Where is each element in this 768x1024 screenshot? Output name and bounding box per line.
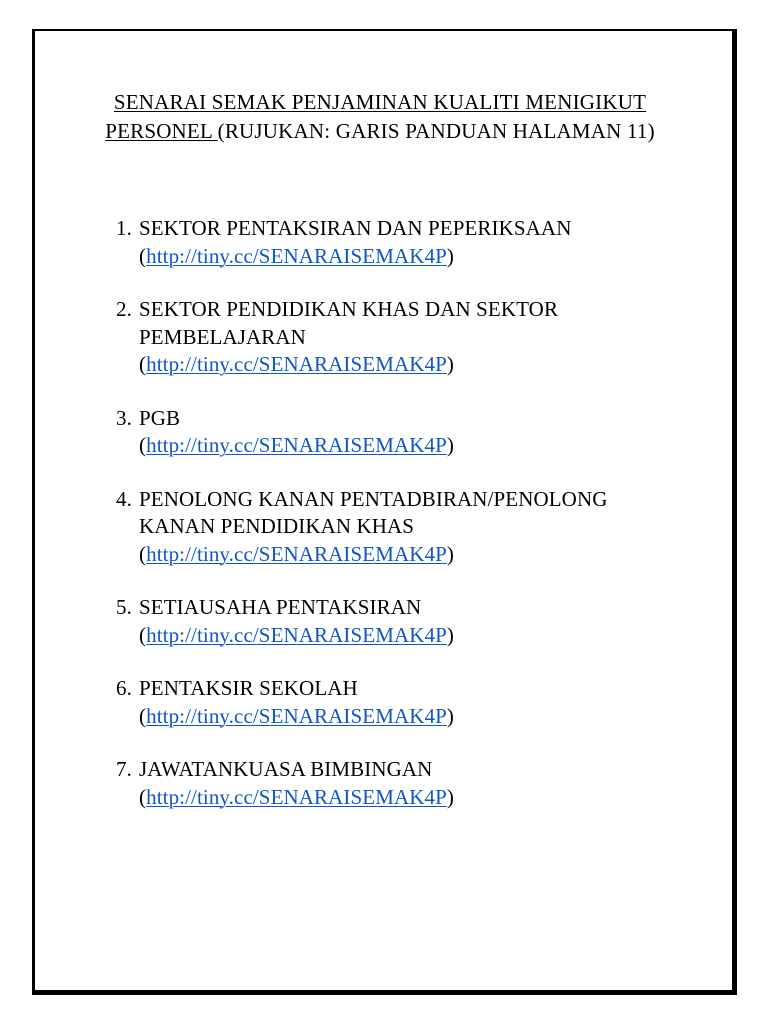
list-item xyxy=(116,756,696,811)
item-label: SEKTOR PENTAKSIRAN DAN PEPERIKSAAN xyxy=(139,216,572,240)
link-close-paren: ) xyxy=(446,243,454,268)
document-title-underlined: SENARAI SEMAK PENJAMINAN KUALITI MENIGIKUT PERSONEL xyxy=(105,90,647,143)
item-number: 6. xyxy=(116,676,132,700)
list-item xyxy=(116,675,696,730)
link-open-paren: ( xyxy=(139,352,147,376)
link-close-paren: ) xyxy=(446,703,454,728)
list-item xyxy=(116,486,696,569)
item-number: 4. xyxy=(116,486,132,511)
checklist-link[interactable]: http://tiny.cc/SENARAISEMAK4P xyxy=(146,622,447,647)
link-close-paren: ) xyxy=(446,622,454,647)
checklist-link[interactable]: http://tiny.cc/SENARAISEMAK4P xyxy=(146,433,447,457)
link-close-paren: ) xyxy=(446,433,454,457)
checklist-link[interactable]: http://tiny.cc/SENARAISEMAK4P xyxy=(146,784,447,809)
document-title xyxy=(80,88,680,146)
item-label: SETIAUSAHA PENTAKSIRAN xyxy=(139,595,422,619)
link-open-paren: ( xyxy=(139,541,147,566)
list-item xyxy=(116,215,696,270)
list-item xyxy=(116,594,696,649)
item-label: PGB xyxy=(139,405,181,430)
link-close-paren: ) xyxy=(446,541,454,566)
checklist-link[interactable]: http://tiny.cc/SENARAISEMAK4P xyxy=(146,243,447,268)
item-label: SEKTOR PENDIDIKAN KHAS DAN SEKTOR PEMBELAJARAN xyxy=(139,297,559,349)
list-item xyxy=(116,296,696,379)
item-number: 1. xyxy=(116,216,132,240)
item-number: 5. xyxy=(116,595,132,619)
link-open-paren: ( xyxy=(139,622,147,647)
item-label: JAWATANKUASA BIMBINGAN xyxy=(139,757,433,781)
list-item xyxy=(116,405,696,460)
link-open-paren: ( xyxy=(139,433,147,457)
item-number: 7. xyxy=(116,757,132,781)
item-number: 3. xyxy=(116,405,132,430)
link-close-paren: ) xyxy=(446,784,454,809)
link-open-paren: ( xyxy=(139,703,147,728)
checklist-link[interactable]: http://tiny.cc/SENARAISEMAK4P xyxy=(146,541,447,566)
checklist-link[interactable]: http://tiny.cc/SENARAISEMAK4P xyxy=(146,703,447,728)
checklist-link[interactable]: http://tiny.cc/SENARAISEMAK4P xyxy=(146,352,447,376)
item-label: PENTAKSIR SEKOLAH xyxy=(139,676,358,700)
link-open-paren: ( xyxy=(139,243,147,268)
link-close-paren: ) xyxy=(446,352,454,376)
personnel-checklist xyxy=(116,215,696,837)
item-label: PENOLONG KANAN PENTADBIRAN/PENOLONG KANAN PENDIDIKAN KHAS xyxy=(139,486,608,538)
item-number: 2. xyxy=(116,297,132,321)
document-title-reference: (RUJUKAN: GARIS PANDUAN HALAMAN 11) xyxy=(217,119,655,143)
link-open-paren: ( xyxy=(139,784,147,809)
